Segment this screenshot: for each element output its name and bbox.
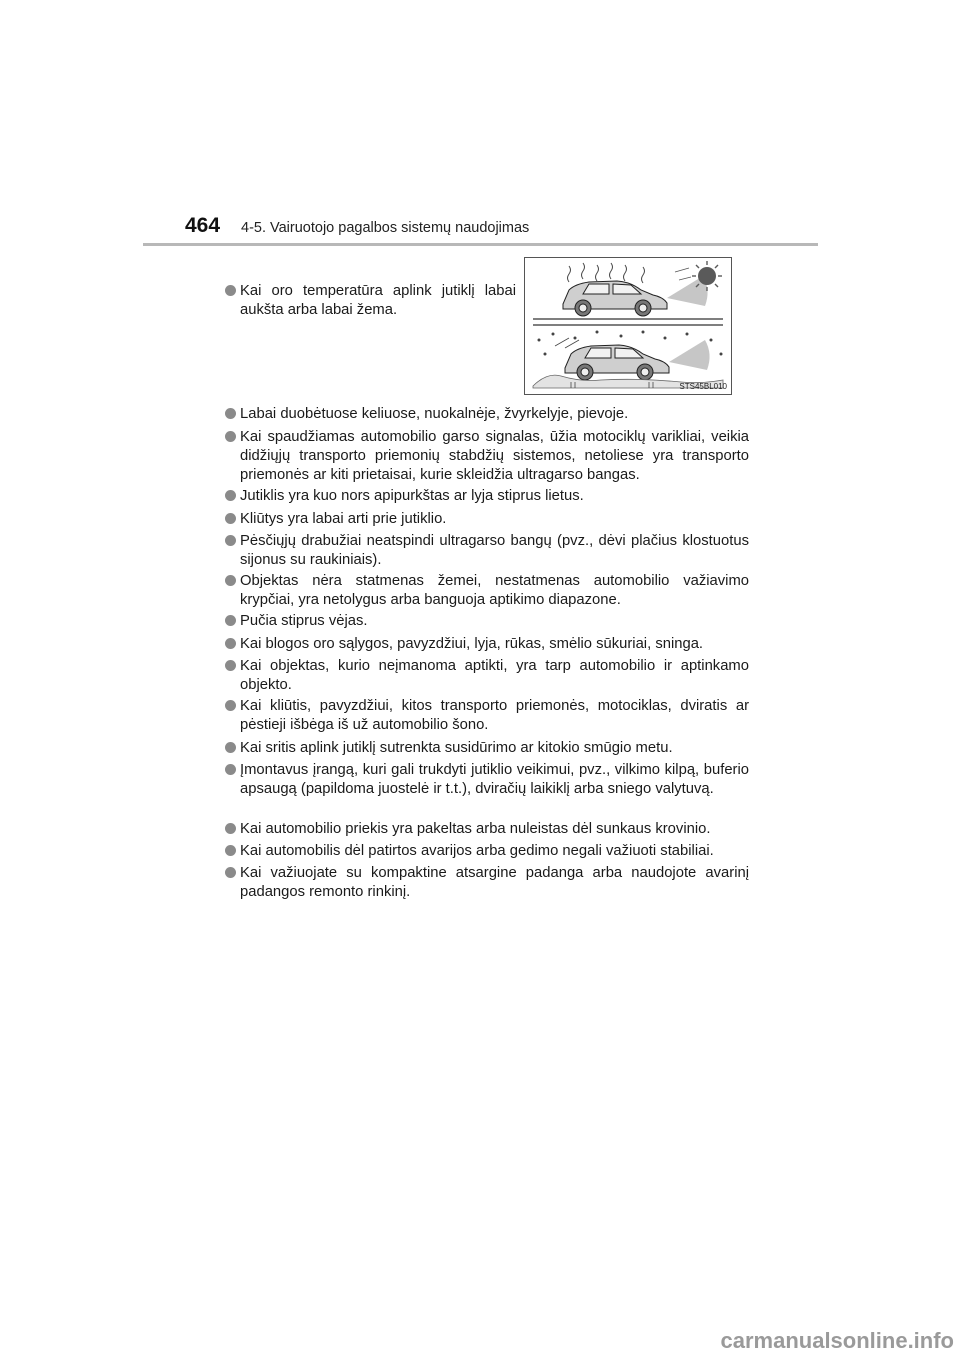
bullet-dot-icon xyxy=(225,700,236,711)
bullet-dot-icon xyxy=(225,513,236,524)
list-item: Kai sritis aplink jutiklį sutrenkta susidūrimo ar kitokio smūgio metu. xyxy=(221,739,749,758)
list-item: Kai objektas, kurio neįmanoma aptikti, yra tarp automobilio ir aptinkamo objekto. xyxy=(221,657,749,695)
bullet-dot-icon xyxy=(225,764,236,775)
list-item: Įmontavus įrangą, kuri gali trukdyti jutiklio veikimui, pvz., vilkimo kilpą, buferio apsaugą (papildoma juostelė ir t.t.), dviračių laikiklį arba sniego valytuvą. xyxy=(221,761,749,799)
list-item: Kai oro temperatūra aplink jutiklį labai aukšta arba labai žema. xyxy=(221,282,516,320)
page-number: 464 xyxy=(185,214,221,237)
list-item: Kai automobilis dėl patirtos avarijos arba gedimo negali važiuoti stabiliai. xyxy=(221,842,749,861)
bullet-dot-icon xyxy=(225,408,236,419)
list-item: Jutiklis yra kuo nors apipurkštas ar lyja stiprus lietus. xyxy=(221,487,749,506)
list-item: Pėsčiųjų drabužiai neatspindi ultragarso bangų (pvz., dėvi plačius klostuotus sijonus su raukiniais). xyxy=(221,532,749,570)
list-item: Kai važiuojate su kompaktine atsargine padanga arba naudojote avarinį padangos remonto rinkinį. xyxy=(221,864,749,902)
illustration-graphic xyxy=(525,258,731,394)
illustration-code: STS45BL010 xyxy=(679,382,727,391)
bullet-dot-icon xyxy=(225,285,236,296)
header-divider xyxy=(143,243,818,246)
bullet-dot-icon xyxy=(225,823,236,834)
list-item: Kai automobilio priekis yra pakeltas arba nuleistas dėl sunkaus krovinio. xyxy=(221,820,749,839)
bullet-dot-icon xyxy=(225,535,236,546)
bullet-dot-icon xyxy=(225,490,236,501)
list-item: Kai blogos oro sąlygos, pavyzdžiui, lyja, rūkas, smėlio sūkuriai, sninga. xyxy=(221,635,749,654)
bullet-dot-icon xyxy=(225,575,236,586)
bullet-dot-icon xyxy=(225,845,236,856)
bullet-dot-icon xyxy=(225,638,236,649)
bullet-dot-icon xyxy=(225,867,236,878)
sensor-conditions-illustration xyxy=(524,257,732,395)
bullet-dot-icon xyxy=(225,742,236,753)
list-item: Kai spaudžiamas automobilio garso signalas, ūžia motociklų varikliai, veikia didžiųjų transporto priemonių stabdžių sistemos, netoliese yra transporto priemonės ar kiti prietaisai, kurie skleidžia ultragarso bangas. xyxy=(221,428,749,485)
list-item: Kai kliūtis, pavyzdžiui, kitos transporto priemonės, motociklas, dviratis ar pėstieji išbėga iš už automobilio šono. xyxy=(221,697,749,735)
watermark: carmanualsonline.info xyxy=(720,1328,954,1353)
bullet-dot-icon xyxy=(225,660,236,671)
list-item: Pučia stiprus vėjas. xyxy=(221,612,749,631)
list-item: Kliūtys yra labai arti prie jutiklio. xyxy=(221,510,749,529)
bullet-dot-icon xyxy=(225,431,236,442)
section-title: 4-5. Vairuotojo pagalbos sistemų naudojimas xyxy=(241,220,530,236)
list-item: Labai duobėtuose keliuose, nuokalnėje, žvyrkelyje, pievoje. xyxy=(221,405,749,424)
list-item: Objektas nėra statmenas žemei, nestatmenas automobilio važiavimo krypčiai, yra netolygus arba banguoja aptikimo diapazone. xyxy=(221,572,749,610)
bullet-dot-icon xyxy=(225,615,236,626)
